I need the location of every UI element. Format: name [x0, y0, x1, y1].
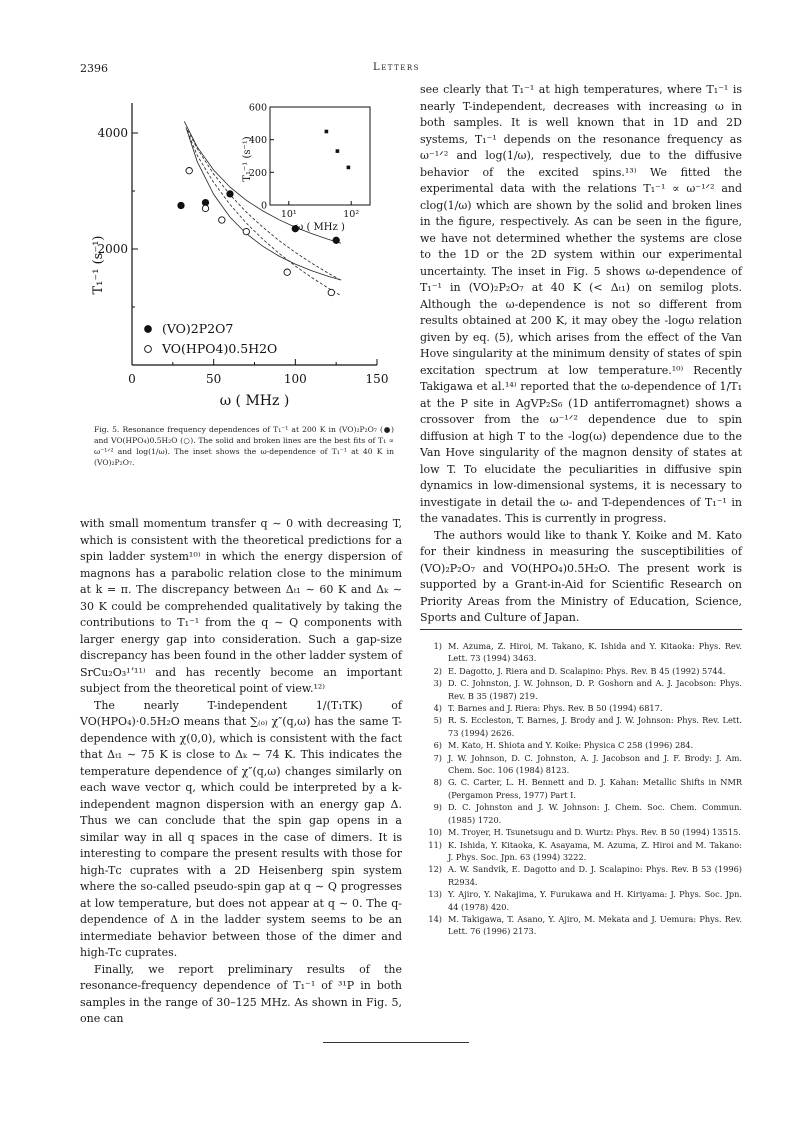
reference-text: Y. Ajiro, Y. Nakajima, Y. Furukawa and H. Kiriyama: J. Phys. Soc. Jpn. 44 (1978) 420.: [448, 889, 742, 912]
reference-text: A. W. Sandvik, E. Dagotto and D. J. Scalapino: Phys. Rev. B 53 (1996) R2934.: [448, 864, 742, 887]
y-tick-label: 2000: [97, 242, 128, 256]
inset-y-tick-label: 0: [260, 200, 267, 212]
inset-y-axis-label: T₁⁻¹ (s⁻¹): [242, 136, 253, 182]
data-point-open: [243, 228, 249, 234]
reference-text: M. Troyer, H. Tsunetsugu and D. Wurtz: Phys. Rev. B 50 (1994) 13515.: [448, 827, 741, 838]
x-tick-label: 100: [283, 372, 307, 386]
legend-marker: [145, 326, 152, 333]
reference-number: 5): [433, 715, 442, 726]
reference-text: D. C. Johnston and J. W. Johnson: J. Chem. Soc. Chem. Commun. (1985) 1720.: [448, 802, 742, 825]
reference-item: [420, 640, 742, 665]
reference-list: [420, 640, 742, 938]
data-point-open: [284, 269, 290, 275]
reference-number: 3): [433, 678, 442, 689]
reference-number: 7): [433, 752, 442, 763]
reference-text: D. C. Johnston, J. W. Johnson, D. P. Goshorn and A. J. Jacobson: Phys. Rev. B 35 (1987) 219.: [448, 678, 742, 701]
reference-item: [420, 826, 742, 838]
data-point-open: [186, 168, 192, 174]
inset-y-tick-label: 200: [248, 167, 267, 179]
data-point-open: [328, 289, 334, 295]
reference-item: [420, 801, 742, 826]
reference-text: T. Barnes and J. Riera: Phys. Rev. B 50 (1994) 6817.: [448, 703, 663, 714]
reference-item: [420, 739, 742, 751]
figure-5: [80, 85, 400, 415]
reference-number: 12): [428, 864, 442, 875]
reference-number: 9): [433, 802, 442, 813]
data-point-open: [202, 205, 208, 211]
paragraph: see clearly that T₁⁻¹ at high temperatures, where T₁⁻¹ is nearly T-independent, decreases with increasing ω in both samples. It is well known that in 1D and 2D systems, T₁⁻¹ depends on the resonance frequency as ω⁻¹ᐟ² and log(1/ω), respectively, due to the diffusive behavior of the excited spins.¹³⁾ We fitted the experimental data with the relations T₁⁻¹ ∝ ω⁻¹ᐟ² and clog(1/ω) which are shown by the solid and broken lines in the figure, respectively. As can be seen in the figure, we have not determined whether the systems are close to the 1D or the 2D system within our experimental uncertainty. The inset in Fig. 5 shows ω-dependence of T₁⁻¹ in (VO)₂P₂O₇ at 40 K (< Δₜ₁) on semilog plots. Although the ω-dependence is not so different from results obtained at 200 K, it may obey the -logω relation given by eq. (5), which arises from the effect of the Van Hove singularity at the minimum density of states of spin excitation spectrum at low temperature.¹⁰⁾ Recently Takigawa et al.¹⁴⁾ reported that the ω-dependence of 1/T₁ at the P site in AgVP₂S₆ (1D antiferromagnet) shows a crossover from the ω⁻¹ᐟ² dependence due to spin diffusion at high T to the -log(ω) dependence due to the Van Hove singularity of the magnon density of states at low T. To elucidate the peculiarities in diffusive spin dynamics in low-dimensional systems, it is necessary to investigate in detail the ω- and T-dependences of T₁⁻¹ in the vanadates. This is currently in progress.: [420, 83, 742, 525]
inset-x-axis-label: ω ( MHz ): [295, 222, 345, 233]
reference-number: 6): [433, 740, 442, 751]
reference-number: 11): [428, 839, 442, 850]
inset-y-tick-label: 400: [248, 135, 267, 147]
reference-item: [420, 913, 742, 938]
legend-marker: [145, 346, 152, 353]
paragraph: The nearly T-independent 1/(T₁TK) of VO(HPO₄)·0.5H₂O means that ∑₍ₒ₎ χ″(q,ω) has the same T-dependence with χ(0,0), which is consistent with the fact that Δₜ₁ ∼ 75 K is close to Δₖ ∼ 74 K. This indicates the temperature dependence of χ″(q,ω) changes similarly on each wave vector q, which could be interpreted by a k-independent magnon dispersion with an energy gap Δ. Thus we can conclude that the spin gap opens in a similar way in all q spaces in the case of dimers. It is interesting to compare the present results with those for high-Tᴄ cuprates with a 2D Heisenberg spin system where the so-called pseudo-spin gap at q ∼ Q progresses at low temperature, but does not appear at q ∼ 0. The q-dependence of Δ in the ladder system seems to be an intermediate behavior between those of the dimer and high-Tᴄ cuprates.: [80, 698, 402, 959]
x-tick-label: 150: [365, 372, 389, 386]
running-head: Letters: [373, 62, 420, 73]
references-rule: [420, 629, 742, 630]
reference-item: [420, 888, 742, 913]
inset-x-tick-label: 10¹: [280, 209, 297, 220]
reference-number: 10): [428, 827, 442, 838]
legend-label: VO(HPO4)0.5H2O: [162, 341, 278, 356]
paragraph: Finally, we report preliminary results of the resonance-frequency dependence of T₁⁻¹ of ³¹P in both samples in the range of 30–125 MHz. As shown in Fig. 5, one can: [80, 962, 402, 1025]
reference-item: [420, 677, 742, 702]
figure-5-chart: [80, 85, 400, 415]
reference-number: 8): [433, 777, 442, 788]
inset-data-point: [325, 130, 329, 134]
reference-text: K. Ishida, Y. Kitaoka, K. Asayama, M. Azuma, Z. Hiroi and M. Takano: J. Phys. Soc. Jpn. 63 (1994) 3222.: [448, 839, 742, 862]
reference-text: M. Kato, H. Shiota and Y. Koike: Physica C 258 (1996) 284.: [448, 740, 694, 751]
x-axis-label: ω ( MHz ): [219, 393, 290, 409]
legend-label: (VO)2P2O7: [162, 321, 234, 336]
page-number: 2396: [80, 62, 108, 75]
reference-text: M. Azuma, Z. Hiroi, M. Takano, K. Ishida and Y. Kitaoka: Phys. Rev. Lett. 73 (1994) 3463.: [448, 641, 742, 664]
reference-item: [420, 714, 742, 739]
reference-text: R. S. Eccleston, T. Barnes, J. Brody and J. W. Johnson: Phys. Rev. Lett. 73 (1994) 2626.: [448, 715, 742, 738]
inset-frame: [270, 107, 370, 205]
inset-data-point: [347, 166, 351, 170]
left-column: [80, 516, 402, 1028]
paragraph: with small momentum transfer q ∼ 0 with decreasing T, which is consistent with the theoretical predictions for a spin ladder system¹⁰⁾ in which the energy dispersion of magnons has a parabolic relation close to the minimum at k = π. The discrepancy between Δₜ₁ ∼ 60 K and Δₖ ∼ 30 K could be comprehended qualitatively by taking the contributions to T₁⁻¹ from the q ∼ Q components with larger energy gap into consideration. Such a gap-size discrepancy has been found in the other ladder system of SrCu₂O₃¹ʼ¹¹⁾ and has recently become an important subject from the theoretical point of view.¹²⁾: [80, 517, 402, 695]
figure-caption: Fig. 5. Resonance frequency dependences of T₁⁻¹ at 200 K in (VO)₂P₂O₇ (●) and VO(HPO₄)0.5H₂O (○). The solid and broken lines are the best fits of T₁ ∝ ω⁻¹ᐟ² and log(1/ω). The inset shows the ω-dependence of T₁⁻¹ at 40 K in (VO)₂P₂O₇.: [94, 425, 394, 467]
reference-item: [420, 752, 742, 777]
x-tick-label: 0: [128, 372, 136, 386]
paragraph: The authors would like to thank Y. Koike and M. Kato for their kindness in measuring the susceptibilities of (VO)₂P₂O₇ and VO(HPO₄)0.5H₂O. The present work is supported by a Grant-in-Aid for Scientific Research on Priority Areas from the Ministry of Education, Science, Sports and Culture of Japan.: [420, 528, 742, 624]
reference-number: 4): [433, 703, 442, 714]
inset-y-tick-label: 600: [248, 102, 267, 114]
right-column: [420, 82, 742, 627]
reference-item: [420, 776, 742, 801]
data-point-filled: [178, 202, 184, 208]
inset-data-point: [336, 149, 340, 153]
reference-text: G. C. Carter, L. H. Bennett and D. J. Kahan: Metallic Shifts in NMR (Pergamon Press, 1977) Part I.: [448, 777, 742, 800]
reference-item: [420, 702, 742, 714]
reference-item: [420, 863, 742, 888]
reference-item: [420, 839, 742, 864]
data-point-filled: [227, 191, 233, 197]
y-tick-label: 4000: [97, 126, 128, 140]
reference-item: [420, 665, 742, 677]
reference-number: 13): [428, 889, 442, 900]
reference-text: J. W. Johnson, D. C. Johnston, A. J. Jacobson and J. F. Brody: J. Am. Chem. Soc. 106 (1984) 8123.: [448, 752, 742, 776]
reference-number: 14): [428, 913, 442, 924]
reference-text: M. Takigawa, T. Asano, Y. Ajiro, M. Mekata and J. Uemura: Phys. Rev. Lett. 76 (1996) 2173.: [448, 913, 742, 937]
reference-text: E. Dagotto, J. Riera and D. Scalapino: Phys. Rev. B 45 (1992) 5744.: [448, 665, 726, 676]
inset-x-tick-label: 10²: [343, 209, 360, 220]
x-tick-label: 50: [206, 372, 222, 386]
data-point-filled: [333, 237, 339, 243]
page-end-rule: [323, 1042, 469, 1043]
y-axis-label: T₁⁻¹ (s⁻¹): [91, 235, 106, 295]
reference-number: 1): [433, 641, 442, 651]
reference-number: 2): [433, 665, 442, 676]
data-point-open: [219, 217, 225, 223]
